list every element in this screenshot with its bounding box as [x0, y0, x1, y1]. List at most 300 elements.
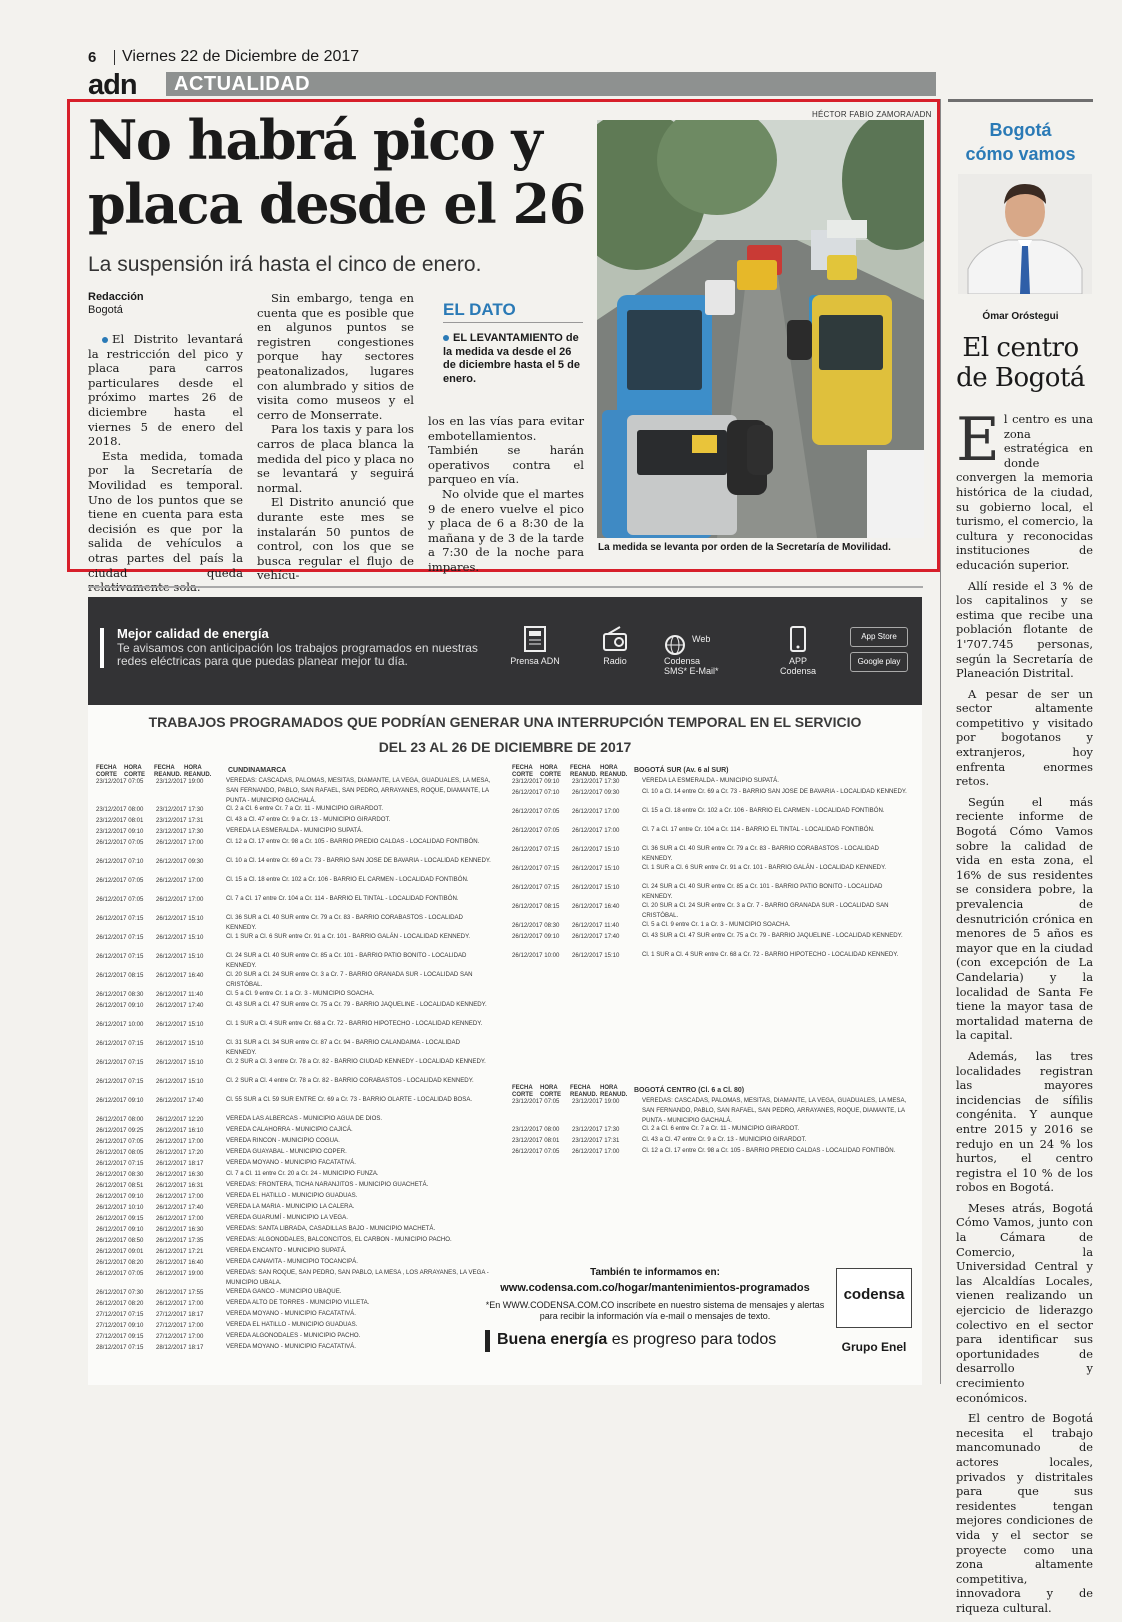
drop-cap: E [956, 405, 1000, 475]
grupo-enel: Grupo Enel [841, 1340, 907, 1354]
table-row [96, 826, 491, 837]
cut-end: 23/12/2017 17:30 [572, 1126, 620, 1133]
cut-end: 26/12/2017 17:00 [156, 1138, 204, 1145]
cut-location: Cl. 20 SUR a Cl. 24 SUR entre Cr. 3 a Cr. 7 - BARRIO GRANADA SUR - LOCALIDAD SAN CRISTÓBAL. [226, 971, 473, 988]
cut-start: 26/12/2017 07:15 [96, 953, 144, 960]
cut-end: 26/12/2017 17:40 [156, 1204, 204, 1211]
cut-location: VEREDAS: CASCADAS, PALOMAS, MESITAS, DIAMANTE, LA VEGA, GUADUALES, LA MESA, SAN FERNANDO, PABLO, SAN RAFAEL, SAN PEDRO, ARRAYANES, ROQUE, DIAMANTE, LA PUNTA - MUNICIPIO GACHALÁ. [226, 777, 491, 804]
table-row [96, 875, 491, 894]
cut-end: 26/12/2017 09:30 [156, 858, 204, 865]
cut-location: VEREDA MOYANO - MUNICIPIO FACATATIVÁ. [226, 1343, 356, 1350]
cut-location: VEREDA ALTO DE TORRES - MUNICIPIO VILLETA. [226, 1299, 370, 1306]
cut-end: 27/12/2017 17:00 [156, 1333, 204, 1340]
cut-end: 26/12/2017 17:35 [156, 1237, 204, 1244]
cut-end: 26/12/2017 15:10 [156, 1078, 204, 1085]
cut-end: 26/12/2017 17:40 [572, 933, 620, 940]
cut-location: Cl. 5 a Cl. 9 entre Cr. 1 a Cr. 3 - MUNICIPIO SOACHA. [642, 921, 791, 928]
table-row [96, 837, 491, 856]
cut-end: 26/12/2017 17:00 [156, 896, 204, 903]
paragraph: los en las vías para evitar embotellamientos. También se harán operativos contra el parqueo en vía. [428, 414, 584, 487]
cut-end: 23/12/2017 17:31 [572, 1137, 620, 1144]
cut-start: 23/12/2017 07:05 [96, 778, 144, 785]
cut-location: Cl. 43 SUR a Cl. 47 SUR entre Cr. 75 a Cr. 79 - BARRIO JAQUELINE - LOCALIDAD KENNEDY. [642, 932, 903, 939]
cut-location: VEREDAS: FRONTERA, TICHA NARANJITOS - MUNICIPIO GUACHETÁ. [226, 1181, 429, 1188]
sidebar-rule [948, 99, 1093, 102]
cut-location: Cl. 12 a Cl. 17 entre Cr. 98 a Cr. 105 - BARRIO PREDIO CALDAS - LOCALIDAD FONTIBÓN. [226, 838, 480, 845]
cut-location: VEREDAS: SAN ROQUE, SAN PEDRO, SAN PABLO, LA MESA , LOS ARRAYANES, LA VEGA - MUNICIPIO UBALA. [226, 1269, 489, 1286]
table-row [96, 1057, 491, 1076]
cut-end: 26/12/2017 17:00 [572, 1148, 620, 1155]
cut-location: Cl. 10 a Cl. 14 entre Cr. 69 a Cr. 73 - BARRIO SAN JOSE DE BAVARIA - LOCALIDAD KENNEDY. [642, 788, 907, 795]
footer-note: *En WWW.CODENSA.COM.CO inscríbete en nuestro sistema de mensajes y alertas para recibir la información vía e-mail o mensajes de texto. [485, 1300, 825, 1321]
table-row [96, 1202, 491, 1213]
schedule-table-left [96, 776, 491, 1353]
region-bogota-sur: BOGOTÁ SUR (Av. 6 al SUR) [634, 767, 729, 774]
table-row [96, 1191, 491, 1202]
table-row [96, 856, 491, 875]
cut-end: 23/12/2017 19:00 [156, 778, 204, 785]
paragraph: A pesar de ser un sector altamente competitivo y visitado por bogotanos y extranjeros, hoy enfrenta enormes retos. [956, 686, 1093, 789]
cut-end: 26/12/2017 15:10 [572, 884, 620, 891]
channel-radio: Radio [590, 626, 640, 666]
cut-location: Cl. 20 SUR a Cl. 24 SUR entre Cr. 3 a Cr. 7 - BARRIO GRANADA SUR - LOCALIDAD SAN CRISTÓBAL. [642, 902, 889, 919]
cut-end: 26/12/2017 15:10 [572, 846, 620, 853]
cut-location: Cl. 24 SUR a Cl. 40 SUR entre Cr. 85 a Cr. 101 - BARRIO PATIO BONITO - LOCALIDAD KENNEDY. [642, 883, 883, 900]
cut-end: 26/12/2017 16:30 [156, 1226, 204, 1233]
table-row [96, 1038, 491, 1057]
table-row [96, 1309, 491, 1320]
article-column-3 [428, 414, 584, 575]
table-row [512, 1124, 907, 1135]
table-row [96, 1257, 491, 1268]
cut-end: 26/12/2017 17:40 [156, 1097, 204, 1104]
schedule-table-right-a [512, 776, 907, 969]
channel-app: APP Codensa [778, 626, 818, 676]
cut-location: Cl. 5 a Cl. 9 entre Cr. 1 a Cr. 3 - MUNICIPIO SOACHA. [226, 990, 375, 997]
cut-end: 28/12/2017 18:17 [156, 1344, 204, 1351]
table-row [96, 776, 491, 804]
cut-start: 23/12/2017 09:10 [512, 778, 560, 785]
table-row [96, 1268, 491, 1287]
cut-location: Cl. 55 SUR a Cl. 59 SUR ENTRE Cr. 69 a Cr. 73 - BARRIO OLARTE - LOCALIDAD BOSA. [226, 1096, 473, 1103]
cut-location: Cl. 43 a Cl. 47 entre Cr. 9 a Cr. 13 - MUNICIPIO GIRARDOT. [642, 1136, 807, 1143]
paragraph: El Distrito levantará la restricción del pico y placa para carros particulares desde el próximo martes 26 de diciembre hasta el viernes 5 de enero del 2018. [88, 332, 243, 449]
cut-start: 26/12/2017 08:51 [96, 1182, 144, 1189]
table-row [512, 1146, 907, 1165]
dato-divider [443, 322, 583, 323]
table-row [96, 932, 491, 951]
cut-start: 26/12/2017 08:30 [96, 1171, 144, 1178]
col-header-fecha-corte: FECHA CORTE [96, 765, 117, 778]
ad-divider [88, 586, 923, 588]
cut-location: Cl. 7 a Cl. 17 entre Cr. 104 a Cr. 114 - BARRIO EL TINTAL - LOCALIDAD FONTIBÓN. [642, 826, 875, 833]
cut-start: 26/12/2017 09:10 [512, 933, 560, 940]
article-deck: La suspensión irá hasta el cinco de enero. [88, 253, 482, 276]
sidebar-title: Bogotá cómo vamos [965, 120, 1076, 164]
cut-location: VEREDA EL HATILLO - MUNICIPIO GUADUAS. [226, 1321, 358, 1328]
section-label: ACTUALIDAD [174, 73, 311, 95]
cut-end: 23/12/2017 17:31 [156, 817, 204, 824]
cut-location: Cl. 15 a Cl. 18 entre Cr. 102 a Cr. 106 - BARRIO EL CARMEN - LOCALIDAD FONTIBÓN. [226, 876, 469, 883]
cut-end: 23/12/2017 19:00 [572, 1098, 620, 1105]
cut-location: VEREDA LAS ALBERCAS - MUNICIPIO AGUA DE DIOS. [226, 1115, 383, 1122]
slogan-bar [485, 1330, 490, 1352]
table-row [96, 1287, 491, 1298]
col-header-fecha-corte: FECHA CORTE [512, 1085, 533, 1098]
cut-start: 26/12/2017 07:10 [512, 789, 560, 796]
table-row [96, 1320, 491, 1331]
table-row [512, 787, 907, 806]
traffic-photo-illustration [597, 120, 924, 538]
globe-icon [664, 634, 686, 656]
cut-start: 26/12/2017 07:05 [96, 877, 144, 884]
cut-end: 23/12/2017 17:30 [572, 778, 620, 785]
cut-end: 26/12/2017 17:00 [156, 877, 204, 884]
cut-end: 26/12/2017 17:00 [156, 839, 204, 846]
table-row [96, 1342, 491, 1353]
region-cundinamarca: CUNDINAMARCA [228, 767, 287, 774]
cut-location: Cl. 1 SUR a Cl. 4 SUR entre Cr. 68 a Cr. 72 - BARRIO HIPOTECHO - LOCALIDAD KENNEDY. [642, 951, 899, 958]
cut-end: 26/12/2017 11:40 [572, 922, 619, 929]
table-row [96, 1169, 491, 1180]
cut-end: 26/12/2017 17:40 [156, 1002, 204, 1009]
cut-location: VEREDA GUARUMÍ - MUNICIPIO LA VEGA. [226, 1214, 348, 1221]
region-bogota-centro: BOGOTÁ CENTRO (Cl. 6 a Cl. 80) [634, 1087, 745, 1094]
sidebar-author: Ómar Oróstegui [982, 311, 1059, 322]
cut-location: VEREDA LA ESMERALDA - MUNICIPIO SUPATÁ. [642, 777, 779, 784]
table-row [96, 1235, 491, 1246]
newspaper-icon [524, 626, 546, 652]
cut-location: VEREDA GUAYABAL - MUNICIPIO COPER. [226, 1148, 347, 1155]
table-row [96, 804, 491, 815]
column-divider [940, 99, 941, 1384]
cut-start: 26/12/2017 08:20 [96, 1300, 144, 1307]
cut-location: Cl. 2 SUR a Cl. 3 entre Cr. 78 a Cr. 82 - BARRIO CIUDAD KENNEDY - LOCALIDAD KENNEDY. [226, 1058, 486, 1065]
table-row [96, 894, 491, 913]
schedule-title: TRABAJOS PROGRAMADOS QUE PODRÍAN GENERAR UNA INTERRUPCIÓN TEMPORAL EN EL SERVICIO [148, 714, 862, 730]
col-header-fecha-reanud: FECHA REANUD. [570, 1085, 598, 1098]
table-row [96, 1180, 491, 1191]
ad-accent-bar [100, 628, 104, 668]
byline-place: Bogotá [88, 304, 123, 316]
paragraph: Además, las tres localidades registran las mayores incidencias de sífilis congénita. Y aunque entre 2015 y 2016 se redujo en un 24 % los hurtos, el centro registra el 10 % de los robos en Bogotá. [956, 1048, 1093, 1195]
paragraph: Esta medida, tomada por la Secretaría de Movilidad es temporal. Uno de los puntos que se tiene en cuenta para esta decisión es que por la salida de vehículos a otras partes del país la ciudad queda [88, 448, 243, 580]
paragraph: El centro es una zona estratégica en donde convergen la memoria histórica de la ciudad, su gobierno local, el turismo, el comercio, la cultura y reconocidas instituciones de educación superior. [956, 405, 1093, 572]
cut-location: Cl. 2 a Cl. 6 entre Cr. 7 a Cr. 11 - MUNICIPIO GIRARDOT. [642, 1125, 800, 1132]
cut-start: 26/12/2017 07:15 [512, 846, 560, 853]
schedule-table-right-b [512, 1096, 907, 1165]
author-portrait-illustration [958, 174, 1092, 294]
cut-location: VEREDA MOYANO - MUNICIPIO FACATATIVÁ. [226, 1310, 356, 1317]
cut-start: 27/12/2017 07:15 [96, 1311, 144, 1318]
cut-start: 26/12/2017 09:15 [96, 1215, 144, 1222]
sidebar-body [956, 405, 1093, 1622]
dato-title: EL DATO [443, 300, 516, 319]
cut-start: 26/12/2017 09:10 [96, 1193, 144, 1200]
col-header-fecha-reanud: FECHA REANUD. [570, 765, 598, 778]
ad-text: Te avisamos con anticipación los trabajos programados en nuestras redes eléctricas para que puedas planear mejor tu día. [117, 641, 478, 668]
table-row [512, 825, 907, 844]
bullet-icon [102, 337, 108, 343]
cut-end: 23/12/2017 17:30 [156, 828, 204, 835]
table-row [512, 863, 907, 882]
cut-end: 27/12/2017 17:00 [156, 1322, 204, 1329]
table-row [96, 1095, 491, 1114]
cut-end: 26/12/2017 16:40 [156, 1259, 204, 1266]
table-row [512, 1096, 907, 1124]
cut-location: VEREDAS: ALGONODALES, BALCONCITOS, EL CARBON - MUNICIPIO PACHO. [226, 1236, 452, 1243]
cut-end: 26/12/2017 16:10 [156, 1127, 204, 1134]
author-portrait [958, 174, 1092, 294]
table-row [96, 1019, 491, 1038]
table-row [96, 1136, 491, 1147]
cut-location: Cl. 7 a Cl. 11 entre Cr. 20 a Cr. 24 - MUNICIPIO FUNZA. [226, 1170, 379, 1177]
cut-start: 27/12/2017 09:10 [96, 1322, 144, 1329]
byline-name: Redacción [88, 291, 144, 303]
table-row [96, 1076, 491, 1095]
cut-start: 26/12/2017 09:10 [96, 1002, 144, 1009]
table-row [512, 1135, 907, 1146]
google-play-badge[interactable]: Google play [850, 652, 908, 672]
cut-start: 26/12/2017 07:15 [96, 1078, 144, 1085]
channel-prensa: Prensa ADN [502, 626, 568, 666]
cut-start: 26/12/2017 07:05 [96, 1270, 144, 1277]
table-row [96, 913, 491, 932]
cut-location: Cl. 36 SUR a Cl. 40 SUR entre Cr. 79 a Cr. 83 - BARRIO CORABASTOS - LOCALIDAD KENNEDY. [642, 845, 879, 862]
table-row [96, 989, 491, 1000]
paragraph: El Distrito anunció que durante este mes se instalarán 50 puntos de control, con los que se busca regular el flujo de vehícu- [257, 495, 414, 583]
table-row [96, 970, 491, 989]
cut-location: Cl. 2 a Cl. 6 entre Cr. 7 a Cr. 11 - MUNICIPIO GIRARDOT. [226, 805, 384, 812]
cut-start: 26/12/2017 07:05 [96, 1138, 144, 1145]
cut-start: 26/12/2017 07:15 [512, 884, 560, 891]
cut-location: VEREDA CANAVITA - MUNICIPIO TOCANCIPÁ. [226, 1258, 358, 1265]
cut-start: 23/12/2017 09:10 [96, 828, 144, 835]
cut-start: 27/12/2017 09:15 [96, 1333, 144, 1340]
cut-end: 26/12/2017 15:10 [156, 953, 204, 960]
table-row [96, 1246, 491, 1257]
cut-start: 23/12/2017 08:00 [96, 806, 144, 813]
cut-location: VEREDA RINCON - MUNICIPIO COGUA. [226, 1137, 340, 1144]
cut-start: 26/12/2017 09:25 [96, 1127, 144, 1134]
cut-end: 26/12/2017 16:30 [156, 1171, 204, 1178]
col-header-hora-corte: HORA CORTE [124, 765, 145, 778]
codensa-logo: codensa [843, 1286, 905, 1303]
cut-start: 26/12/2017 10:00 [512, 952, 560, 959]
table-row [512, 882, 907, 901]
cut-end: 26/12/2017 16:40 [572, 903, 620, 910]
cut-location: Cl. 1 SUR a Cl. 6 SUR entre Cr. 91 a Cr. 101 - BARRIO GALÁN - LOCALIDAD KENNEDY. [226, 933, 471, 940]
table-row [96, 951, 491, 970]
cut-end: 26/12/2017 15:10 [572, 865, 620, 872]
cut-location: Cl. 24 SUR a Cl. 40 SUR entre Cr. 85 a Cr. 101 - BARRIO PATIO BONITO - LOCALIDAD KENNEDY. [226, 952, 467, 969]
cut-location: Cl. 43 a Cl. 47 entre Cr. 9 a Cr. 13 - MUNICIPIO GIRARDOT. [226, 816, 391, 823]
paragraph: Sin embargo, tenga en cuenta que es posible que en algunos puntos se registren congestiones porque hay sectores peatonalizados, lugares con alumbrado y sitios de visita como museos y el cerro de Monserrate. [257, 291, 414, 422]
paragraph: Según el más reciente informe de Bogotá Cómo Vamos sobre la calidad de vida en esta zona, el 16% de sus residentes se considera pobre, la prevalencia de desnutrición crónica en menores de 5 años es mayor que en la ciudad (con excepción de La Candelaria) y la localidad de Santa Fe tiene la mayor tasa de mortalidad materna de la capital. [956, 794, 1093, 1043]
cut-start: 26/12/2017 08:50 [96, 1237, 144, 1244]
table-row [96, 1000, 491, 1019]
table-row [512, 844, 907, 863]
cut-end: 26/12/2017 18:17 [156, 1160, 204, 1167]
table-row [96, 1213, 491, 1224]
col-header-fecha-reanud: FECHA REANUD. [154, 765, 182, 778]
table-row [96, 1114, 491, 1125]
cut-start: 26/12/2017 08:15 [512, 903, 560, 910]
slogan: Buena energía es progreso para todos [497, 1331, 777, 1348]
cut-start: 26/12/2017 08:20 [96, 1259, 144, 1266]
cut-end: 26/12/2017 15:10 [156, 1059, 204, 1066]
cut-start: 26/12/2017 07:10 [96, 858, 144, 865]
table-row [96, 1147, 491, 1158]
cut-location: Cl. 15 a Cl. 18 entre Cr. 102 a Cr. 106 - BARRIO EL CARMEN - LOCALIDAD FONTIBÓN. [642, 807, 885, 814]
table-row [96, 815, 491, 826]
page-number: 6 [88, 49, 97, 66]
issue-date: Viernes 22 de Diciembre de 2017 [122, 48, 360, 65]
cut-end: 26/12/2017 17:00 [156, 1300, 204, 1307]
cut-end: 26/12/2017 15:10 [156, 1040, 204, 1047]
app-store-badge[interactable]: App Store [850, 627, 908, 647]
cut-end: 26/12/2017 17:00 [572, 827, 620, 834]
photo-credit: HÉCTOR FABIO ZAMORA/ADN [812, 110, 932, 119]
cut-start: 26/12/2017 07:05 [512, 827, 560, 834]
cut-location: VEREDA CALAHORRA - MUNICIPIO CAJICÁ. [226, 1126, 353, 1133]
cut-start: 26/12/2017 09:10 [96, 1097, 144, 1104]
article-column-2 [257, 291, 414, 583]
table-row [512, 806, 907, 825]
cut-start: 26/12/2017 07:15 [96, 1059, 144, 1066]
cut-location: VEREDA ALGONODALES - MUNICIPIO PACHO. [226, 1332, 361, 1339]
table-row [96, 1298, 491, 1309]
cut-start: 26/12/2017 08:30 [96, 991, 144, 998]
cut-start: 23/12/2017 08:01 [96, 817, 144, 824]
table-row [96, 1158, 491, 1169]
cut-end: 27/12/2017 18:17 [156, 1311, 204, 1318]
cut-end: 26/12/2017 15:10 [572, 952, 620, 959]
paragraph: Allí reside el 3 % de los capitalinos y se estima que recibe una población flotante de 1'707.745 personas, según la Secretaría de Planeación Distrital. [956, 578, 1093, 681]
cut-start: 26/12/2017 07:05 [96, 896, 144, 903]
ad-title: Mejor calidad de energía [117, 626, 269, 641]
paragraph: Para los taxis y para los carros de placa blanca la medida del pico y placa no se levantará y seguirá normal. [257, 422, 414, 495]
cut-start: 26/12/2017 09:10 [96, 1226, 144, 1233]
cut-start: 26/12/2017 07:05 [512, 808, 560, 815]
col-header-hora-reanud: HORA REANUD. [184, 765, 212, 778]
phone-icon [790, 626, 806, 652]
col-header-hora-reanud: HORA REANUD. [600, 1085, 628, 1098]
cut-start: 26/12/2017 10:10 [96, 1204, 144, 1211]
cut-location: VEREDA LA MARIA - MUNICIPIO LA CALERA. [226, 1203, 355, 1210]
table-row [96, 1224, 491, 1235]
header-separator [114, 50, 115, 65]
cut-start: 26/12/2017 08:00 [96, 1116, 144, 1123]
table-row [512, 920, 907, 931]
table-row [512, 931, 907, 950]
paragraph: El centro de Bogotá necesita el trabajo mancomunado de actores locales, privados y distritales para que sus residentes tengan mejores condiciones de vida y el sector se proyecte como una zona altamente competitiva, innovadora y de riqueza cultural. [956, 1411, 1093, 1615]
cut-start: 26/12/2017 08:30 [512, 922, 560, 929]
footer-title: También te informamos en: [590, 1267, 720, 1278]
col-header-fecha-corte: FECHA CORTE [512, 765, 533, 778]
cut-location: VEREDA GANCO - MUNICIPIO UBAQUE. [226, 1288, 342, 1295]
footer-url[interactable]: www.codensa.com.co/hogar/mantenimientos-programados [500, 1282, 810, 1294]
cut-location: Cl. 2 SUR a Cl. 4 entre Cr. 78 a Cr. 82 - BARRIO CORABASTOS - LOCALIDAD KENNEDY. [226, 1077, 474, 1084]
table-row [96, 1125, 491, 1136]
cut-location: Cl. 7 a Cl. 17 entre Cr. 104 a Cr. 114 - BARRIO EL TINTAL - LOCALIDAD FONTIBÓN. [226, 895, 459, 902]
cut-end: 26/12/2017 17:55 [156, 1289, 204, 1296]
cut-end: 26/12/2017 17:21 [156, 1248, 204, 1255]
cut-location: VEREDA LA ESMERALDA - MUNICIPIO SUPATÁ. [226, 827, 363, 834]
cut-end: 26/12/2017 15:10 [156, 934, 204, 941]
schedule-dates: DEL 23 AL 26 DE DICIEMBRE DE 2017 [378, 739, 632, 755]
cut-end: 26/12/2017 16:31 [156, 1182, 204, 1189]
cut-start: 23/12/2017 08:01 [512, 1137, 560, 1144]
cut-end: 26/12/2017 09:30 [572, 789, 620, 796]
photo-caption: La medida se levanta por orden de la Secretaría de Movilidad. [598, 542, 891, 553]
sidebar-headline: El centro de Bogotá [956, 333, 1085, 393]
cut-location: Cl. 31 SUR a Cl. 34 SUR entre Cr. 87 a Cr. 94 - BARRIO CALANDAIMA - LOCALIDAD KENNEDY. [226, 1039, 461, 1056]
channel-web: Web Codensa SMS* E-Mail* [664, 634, 719, 676]
cut-location: Cl. 10 a Cl. 14 entre Cr. 69 a Cr. 73 - BARRIO SAN JOSE DE BAVARIA - LOCALIDAD KENNEDY. [226, 857, 491, 864]
cut-end: 26/12/2017 16:40 [156, 972, 204, 979]
cut-start: 23/12/2017 08:00 [512, 1126, 560, 1133]
table-row [512, 901, 907, 920]
adn-logo: adn [88, 69, 137, 101]
cut-start: 26/12/2017 09:01 [96, 1248, 144, 1255]
radio-icon [602, 626, 628, 652]
cut-end: 26/12/2017 15:10 [156, 915, 204, 922]
cut-end: 26/12/2017 15:10 [156, 1021, 204, 1028]
cut-end: 26/12/2017 11:40 [156, 991, 203, 998]
cut-start: 26/12/2017 10:00 [96, 1021, 144, 1028]
cut-start: 26/12/2017 08:05 [96, 1149, 144, 1156]
cut-start: 26/12/2017 07:30 [96, 1289, 144, 1296]
cut-location: VEREDA EL HATILLO - MUNICIPIO GUADUAS. [226, 1192, 358, 1199]
cut-location: Cl. 43 SUR a Cl. 47 SUR entre Cr. 75 a Cr. 79 - BARRIO JAQUELINE - LOCALIDAD KENNEDY. [226, 1001, 487, 1008]
cut-location: Cl. 36 SUR a Cl. 40 SUR entre Cr. 79 a Cr. 83 - BARRIO CORABASTOS - LOCALIDAD KENNEDY. [226, 914, 463, 931]
cut-end: 26/12/2017 17:20 [156, 1149, 204, 1156]
cut-location: VEREDAS: CASCADAS, PALOMAS, MESITAS, DIAMANTE, LA VEGA, GUADUALES, LA MESA, SAN FERNANDO, PABLO, SAN RAFAEL, SAN PEDRO, ARRAYANES, ROQUE, DIAMANTE, LA PUNTA - MUNICIPIO GACHALÁ. [642, 1097, 907, 1124]
col-header-hora-corte: HORA CORTE [540, 765, 561, 778]
cut-start: 28/12/2017 07:15 [96, 1344, 144, 1351]
cut-start: 26/12/2017 08:15 [96, 972, 144, 979]
paragraph: No olvide que el martes 9 de enero vuelve el pico y placa de 6 a 8:30 de la mañana y de 3 de la tarde a 7:30 de la noche para impares. [428, 486, 584, 574]
table-row [96, 1331, 491, 1342]
paragraph: Meses atrás, Bogotá Cómo Vamos, junto con la Cámara de Comercio, la Universidad Central y las Alcaldías Locales, vienen realizando un ejercicio de liderazgo colectivo en el sector para identificar sus oportunidades de desarrollo y crecimiento económicos. [956, 1200, 1093, 1405]
cut-start: 26/12/2017 07:15 [512, 865, 560, 872]
table-row [512, 950, 907, 969]
cut-start: 26/12/2017 07:15 [96, 1040, 144, 1047]
cut-location: Cl. 1 SUR a Cl. 6 SUR entre Cr. 91 a Cr. 101 - BARRIO GALÁN - LOCALIDAD KENNEDY. [642, 864, 887, 871]
cut-end: 26/12/2017 17:00 [156, 1215, 204, 1222]
cut-start: 26/12/2017 07:05 [96, 839, 144, 846]
article-headline: No habrá pico y placa desde el 26 [88, 108, 585, 236]
cut-end: 26/12/2017 17:00 [572, 808, 620, 815]
traffic-photo [597, 120, 924, 538]
cut-end: 26/12/2017 17:00 [156, 1193, 204, 1200]
cut-start: 26/12/2017 07:15 [96, 1160, 144, 1167]
article-column-1 [88, 332, 243, 595]
cut-location: VEREDA ENCANTO - MUNICIPIO SUPATÁ. [226, 1247, 347, 1254]
cut-location: Cl. 12 a Cl. 17 entre Cr. 98 a Cr. 105 - BARRIO PREDIO CALDAS - LOCALIDAD FONTIBÓN. [642, 1147, 896, 1154]
cut-start: 26/12/2017 07:15 [96, 915, 144, 922]
table-row [512, 776, 907, 787]
cut-start: 26/12/2017 07:05 [512, 1148, 560, 1155]
cut-location: VEREDA MOYANO - MUNICIPIO FACATATIVÁ. [226, 1159, 356, 1166]
cut-end: 23/12/2017 17:30 [156, 806, 204, 813]
cut-start: 26/12/2017 07:15 [96, 934, 144, 941]
col-header-hora-reanud: HORA REANUD. [600, 765, 628, 778]
cut-end: 26/12/2017 12:20 [156, 1116, 204, 1123]
cut-end: 26/12/2017 19:00 [156, 1270, 204, 1277]
bullet-icon [443, 335, 449, 341]
